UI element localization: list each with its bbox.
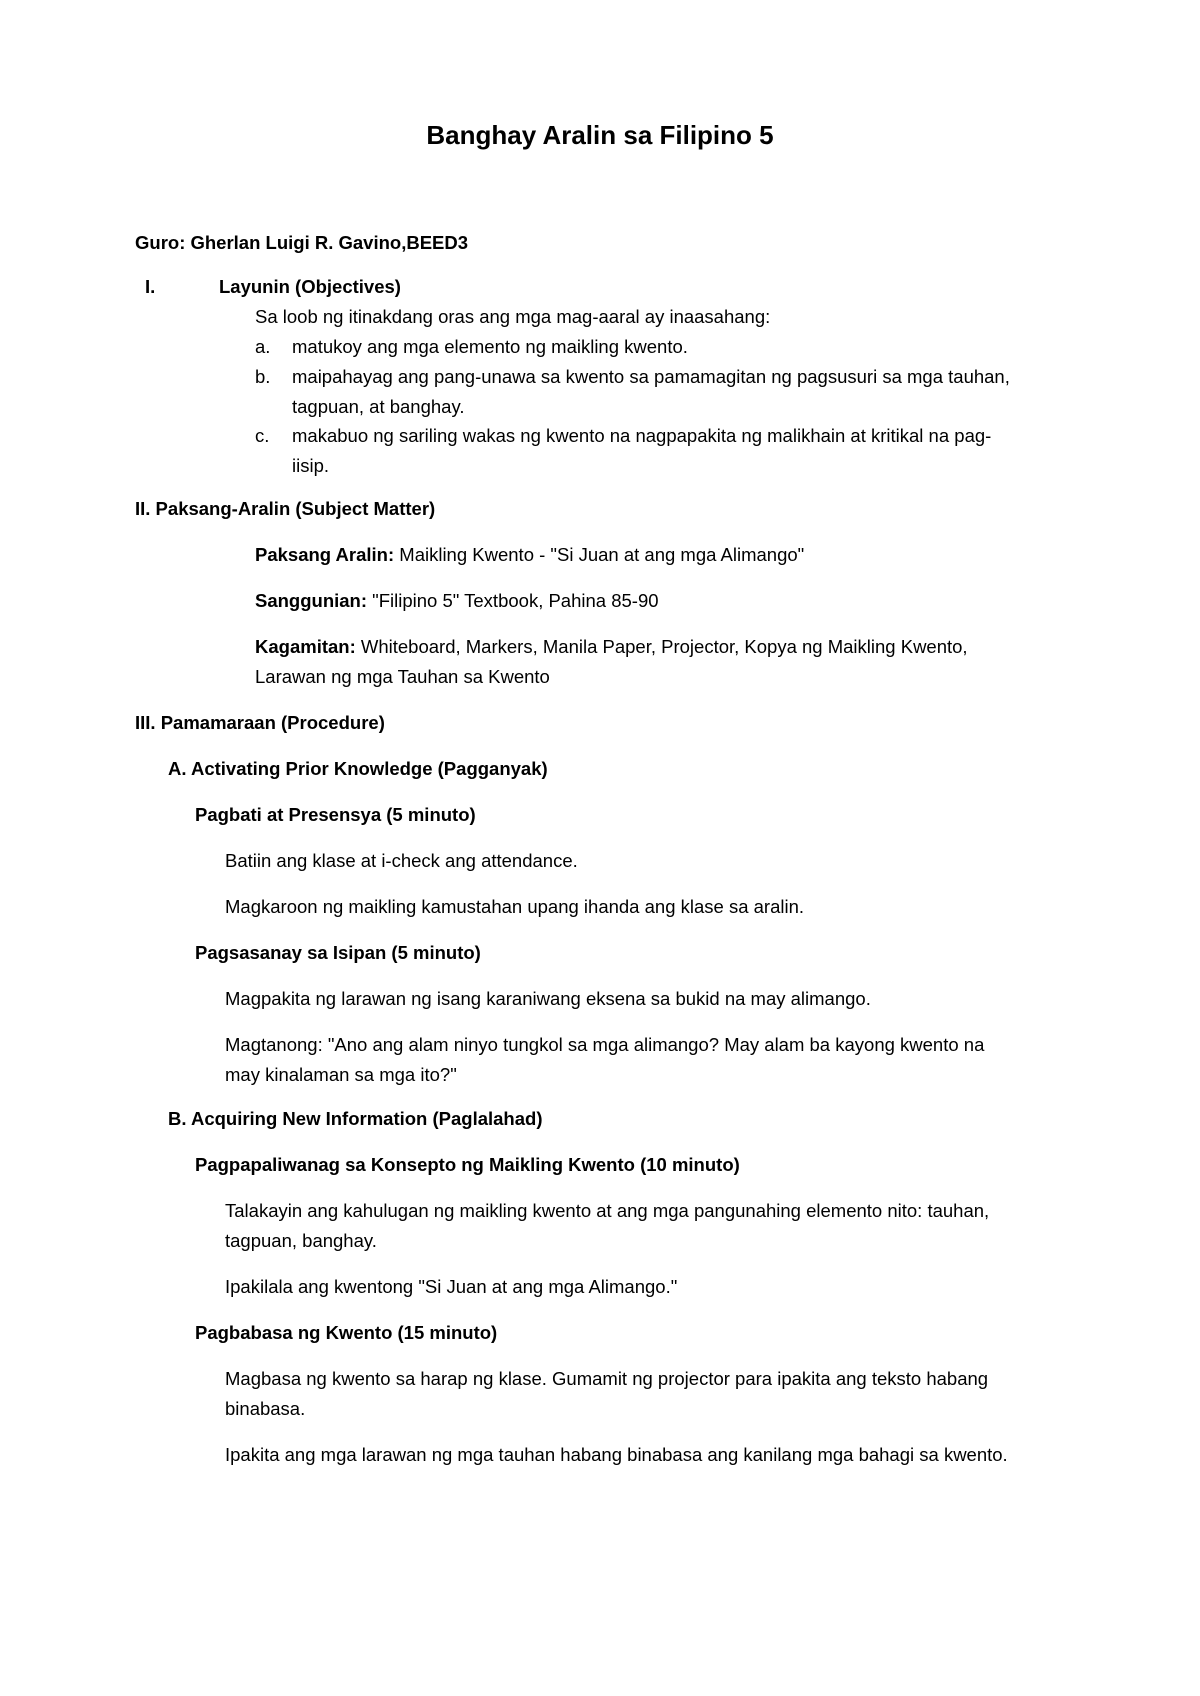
- section1-heading: Layunin (Objectives): [219, 276, 401, 297]
- paksa-label: Paksang Aralin:: [255, 544, 395, 565]
- pagpapaliwanag-text: tagpuan, banghay.: [225, 1230, 377, 1251]
- pagpapaliwanag-text: Talakayin ang kahulugan ng maikling kwento at ang mga pangunahing elemento nito: tauhan,: [225, 1200, 990, 1221]
- pagbabasa-heading: Pagbabasa ng Kwento (15 minuto): [195, 1322, 498, 1343]
- sanggunian-line: [255, 590, 659, 612]
- kagamitan-line: [255, 636, 968, 658]
- pagbati-text: Batiin ang klase at i-check ang attendance.: [225, 850, 578, 871]
- pagbati-heading: Pagbati at Presensya (5 minuto): [195, 804, 476, 825]
- pagpapaliwanag-heading: Pagpapaliwanag sa Konsepto ng Maikling Kwento (10 minuto): [195, 1154, 740, 1175]
- pagsasanay-text: Magpakita ng larawan ng isang karaniwang eksena sa bukid na may alimango.: [225, 988, 871, 1009]
- objective-text: iisip.: [292, 455, 330, 476]
- pagsasanay-text: may kinalaman sa mga ito?": [225, 1064, 457, 1085]
- section1-intro: Sa loob ng itinakdang oras ang mga mag-aaral ay inaasahang:: [255, 306, 771, 327]
- pagbabasa-text: binabasa.: [225, 1398, 306, 1419]
- kagamitan-value-cont: Larawan ng mga Tauhan sa Kwento: [255, 666, 550, 687]
- subsection-a-heading: A. Activating Prior Knowledge (Pagganyak): [168, 758, 548, 779]
- kagamitan-value: Whiteboard, Markers, Manila Paper, Projector, Kopya ng Maikling Kwento,: [360, 636, 968, 657]
- document-title: Banghay Aralin sa Filipino 5: [426, 120, 774, 150]
- kagamitan-label: Kagamitan:: [255, 636, 356, 657]
- objective-text: makabuo ng sariling wakas ng kwento na nagpapakita ng malikhain at kritikal na pag-: [292, 425, 992, 446]
- pagsasanay-text: Magtanong: "Ano ang alam ninyo tungkol sa mga alimango? May alam ba kayong kwento na: [225, 1034, 985, 1055]
- sanggunian-value: "Filipino 5" Textbook, Pahina 85-90: [372, 590, 659, 611]
- objective-text: matukoy ang mga elemento ng maikling kwento.: [292, 336, 688, 357]
- section1-numeral: I.: [145, 276, 156, 297]
- paksa-line: [255, 544, 804, 566]
- section3-heading: III. Pamamaraan (Procedure): [135, 712, 385, 733]
- objective-text: tagpuan, at banghay.: [292, 396, 465, 417]
- sanggunian-label: Sanggunian:: [255, 590, 368, 611]
- objective-letter: a.: [255, 336, 271, 357]
- paksa-value: Maikling Kwento - "Si Juan at ang mga Alimango": [399, 544, 805, 565]
- section2-heading: II. Paksang-Aralin (Subject Matter): [135, 498, 436, 519]
- teacher-line: Guro: Gherlan Luigi R. Gavino,BEED3: [135, 232, 469, 253]
- objective-text: maipahayag ang pang-unawa sa kwento sa pamamagitan ng pagsusuri sa mga tauhan,: [292, 366, 1010, 387]
- subsection-b-heading: B. Acquiring New Information (Paglalahad): [168, 1108, 543, 1129]
- pagpapaliwanag-text: Ipakilala ang kwentong "Si Juan at ang mga Alimango.": [225, 1276, 678, 1297]
- pagsasanay-heading: Pagsasanay sa Isipan (5 minuto): [195, 942, 481, 963]
- pagbabasa-text: Ipakita ang mga larawan ng mga tauhan habang binabasa ang kanilang mga bahagi sa kwento.: [225, 1444, 1008, 1465]
- objective-letter: c.: [255, 425, 270, 446]
- pagbati-text: Magkaroon ng maikling kamustahan upang ihanda ang klase sa aralin.: [225, 896, 805, 917]
- pagbabasa-text: Magbasa ng kwento sa harap ng klase. Gumamit ng projector para ipakita ang teksto habang: [225, 1368, 989, 1389]
- objective-letter: b.: [255, 366, 271, 387]
